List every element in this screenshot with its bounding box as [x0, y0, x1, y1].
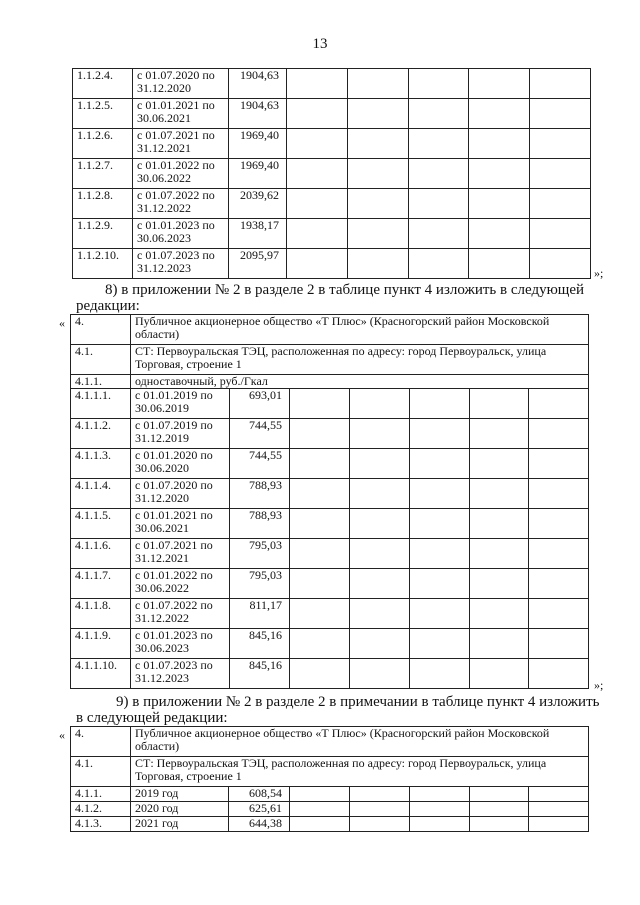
empty-cell: [348, 249, 409, 279]
empty-cell: [529, 419, 589, 449]
table-row: [73, 249, 591, 279]
item-code: 4.1.: [71, 757, 131, 787]
empty-cell: [348, 219, 409, 249]
empty-cell: [350, 817, 410, 832]
empty-cell: [290, 479, 350, 509]
item-code: 4.1.3.: [71, 817, 131, 832]
empty-cell: [287, 159, 348, 189]
period-cell: с 01.01.2023 по 30.06.2023: [133, 219, 229, 249]
empty-cell: [350, 449, 410, 479]
empty-cell: [529, 802, 589, 817]
item-description: СТ: Первоуральская ТЭЦ, расположенная по адресу: город Первоуральск, улица Торговая, строение 1: [131, 345, 589, 375]
empty-cell: [290, 659, 350, 689]
empty-cell: [470, 787, 529, 802]
tariff-value: 788,93: [230, 509, 290, 539]
table-row: [71, 539, 589, 569]
empty-cell: [470, 629, 529, 659]
period-cell: с 01.07.2020 по 31.12.2020: [133, 69, 229, 99]
empty-cell: [290, 802, 350, 817]
empty-cell: [409, 159, 469, 189]
empty-cell: [350, 787, 410, 802]
empty-cell: [290, 817, 350, 832]
item-code: 1.1.2.10.: [73, 249, 133, 279]
empty-cell: [470, 599, 529, 629]
tariff-value: 744,55: [230, 419, 290, 449]
empty-cell: [529, 509, 589, 539]
tariff-value: 811,17: [230, 599, 290, 629]
empty-cell: [469, 159, 530, 189]
empty-cell: [290, 389, 350, 419]
empty-cell: [469, 99, 530, 129]
empty-cell: [290, 629, 350, 659]
empty-cell: [290, 539, 350, 569]
item-code: 4.: [71, 727, 131, 757]
empty-cell: [290, 787, 350, 802]
empty-cell: [350, 479, 410, 509]
table-row: [73, 99, 591, 129]
item-code: 4.: [71, 315, 131, 345]
empty-cell: [530, 99, 591, 129]
tariff-value: 845,16: [230, 659, 290, 689]
empty-cell: [287, 189, 348, 219]
table-row: [73, 69, 591, 99]
period-cell: с 01.07.2021 по 31.12.2021: [131, 539, 230, 569]
empty-cell: [350, 569, 410, 599]
period-cell: с 01.07.2022 по 31.12.2022: [133, 189, 229, 219]
table-row: [73, 219, 591, 249]
item-code: 4.1.1.: [71, 375, 131, 389]
empty-cell: [530, 159, 591, 189]
period-cell: с 01.01.2022 по 30.06.2022: [133, 159, 229, 189]
table-row: [73, 159, 591, 189]
table-row: [71, 509, 589, 539]
tariff-value: 795,03: [230, 539, 290, 569]
item-description: Публичное акционерное общество «Т Плюс» (Красногорский район Московской области): [131, 315, 589, 345]
empty-cell: [409, 249, 469, 279]
empty-cell: [409, 99, 469, 129]
header-row: [71, 727, 589, 757]
empty-cell: [529, 817, 589, 832]
period-cell: 2020 год: [131, 802, 229, 817]
period-cell: с 01.07.2019 по 31.12.2019: [131, 419, 230, 449]
page-number: 13: [312, 36, 328, 52]
tariff-table-2: [70, 314, 589, 689]
item-code: 4.1.1.5.: [71, 509, 131, 539]
tariff-value: 744,55: [230, 449, 290, 479]
empty-cell: [529, 389, 589, 419]
period-cell: с 01.07.2023 по 31.12.2023: [133, 249, 229, 279]
empty-cell: [529, 569, 589, 599]
item-code: 4.1.1.7.: [71, 569, 131, 599]
item-code: 4.1.1.9.: [71, 629, 131, 659]
item-code: 1.1.2.8.: [73, 189, 133, 219]
empty-cell: [410, 659, 470, 689]
item-description: СТ: Первоуральская ТЭЦ, расположенная по адресу: город Первоуральск, улица Торговая, строение 1: [131, 757, 589, 787]
period-cell: 2021 год: [131, 817, 229, 832]
tariff-table-3: [70, 726, 589, 832]
tariff-value: 1969,40: [229, 159, 287, 189]
period-cell: с 01.01.2021 по 30.06.2021: [133, 99, 229, 129]
period-cell: с 01.07.2020 по 31.12.2020: [131, 479, 230, 509]
empty-cell: [348, 159, 409, 189]
item-description: Публичное акционерное общество «Т Плюс» (Красногорский район Московской области): [131, 727, 589, 757]
tariff-value: 644,38: [229, 817, 290, 832]
empty-cell: [470, 817, 529, 832]
period-cell: 2019 год: [131, 787, 229, 802]
tariff-value: 608,54: [229, 787, 290, 802]
empty-cell: [290, 599, 350, 629]
empty-cell: [350, 509, 410, 539]
empty-cell: [350, 629, 410, 659]
empty-cell: [287, 99, 348, 129]
empty-cell: [470, 479, 529, 509]
empty-cell: [350, 599, 410, 629]
period-cell: с 01.01.2022 по 30.06.2022: [131, 569, 230, 599]
item-code: 1.1.2.6.: [73, 129, 133, 159]
table-row: [71, 659, 589, 689]
item-code: 1.1.2.9.: [73, 219, 133, 249]
period-cell: с 01.01.2023 по 30.06.2023: [131, 629, 230, 659]
empty-cell: [470, 449, 529, 479]
tariff-table-1: [72, 68, 591, 279]
empty-cell: [350, 419, 410, 449]
item-code: 4.1.1.6.: [71, 539, 131, 569]
empty-cell: [409, 219, 469, 249]
item-code: 4.1.1.4.: [71, 479, 131, 509]
tariff-value: 693,01: [230, 389, 290, 419]
empty-cell: [469, 189, 530, 219]
empty-cell: [529, 479, 589, 509]
empty-cell: [529, 629, 589, 659]
empty-cell: [530, 189, 591, 219]
header-row: [71, 375, 589, 389]
empty-cell: [287, 249, 348, 279]
empty-cell: [410, 629, 470, 659]
table-row: [71, 449, 589, 479]
period-cell: с 01.01.2020 по 30.06.2020: [131, 449, 230, 479]
header-row: [71, 315, 589, 345]
paragraph-9-line2: в следующей редакции:: [76, 710, 228, 726]
empty-cell: [530, 129, 591, 159]
paragraph-8-line2: редакции:: [76, 298, 140, 314]
empty-cell: [348, 129, 409, 159]
empty-cell: [470, 389, 529, 419]
table-row: [73, 129, 591, 159]
item-code: 1.1.2.5.: [73, 99, 133, 129]
period-cell: с 01.01.2019 по 30.06.2019: [131, 389, 230, 419]
empty-cell: [287, 69, 348, 99]
table-row: [71, 419, 589, 449]
paragraph-8-line1: 8) в приложении № 2 в разделе 2 в таблице пункт 4 изложить в следующей: [105, 282, 585, 298]
empty-cell: [410, 389, 470, 419]
empty-cell: [470, 509, 529, 539]
empty-cell: [410, 419, 470, 449]
item-code: 4.1.1.3.: [71, 449, 131, 479]
empty-cell: [290, 569, 350, 599]
empty-cell: [470, 419, 529, 449]
empty-cell: [529, 449, 589, 479]
empty-cell: [529, 787, 589, 802]
tariff-value: 1904,63: [229, 69, 287, 99]
empty-cell: [470, 802, 529, 817]
tariff-value: 788,93: [230, 479, 290, 509]
empty-cell: [410, 479, 470, 509]
empty-cell: [469, 249, 530, 279]
item-code: 4.1.2.: [71, 802, 131, 817]
empty-cell: [410, 569, 470, 599]
header-row: [71, 757, 589, 787]
empty-cell: [530, 249, 591, 279]
empty-cell: [530, 69, 591, 99]
tariff-value: 1969,40: [229, 129, 287, 159]
open-quote-3: «: [59, 728, 65, 742]
tariff-value: 1904,63: [229, 99, 287, 129]
item-code: 4.1.: [71, 345, 131, 375]
item-code: 1.1.2.7.: [73, 159, 133, 189]
empty-cell: [409, 69, 469, 99]
tariff-value: 845,16: [230, 629, 290, 659]
table-row: [71, 802, 589, 817]
empty-cell: [529, 539, 589, 569]
table-row: [71, 569, 589, 599]
item-code: 4.1.1.2.: [71, 419, 131, 449]
empty-cell: [469, 69, 530, 99]
empty-cell: [287, 219, 348, 249]
empty-cell: [410, 802, 470, 817]
empty-cell: [350, 389, 410, 419]
item-code: 4.1.1.8.: [71, 599, 131, 629]
tariff-value: 2095,97: [229, 249, 287, 279]
empty-cell: [409, 129, 469, 159]
closing-quote-2: »;: [594, 678, 604, 692]
empty-cell: [350, 659, 410, 689]
empty-cell: [287, 129, 348, 159]
empty-cell: [529, 659, 589, 689]
empty-cell: [470, 659, 529, 689]
item-description: одноставочный, руб./Гкал: [131, 375, 589, 389]
tariff-value: 795,03: [230, 569, 290, 599]
empty-cell: [290, 449, 350, 479]
table-row: [73, 189, 591, 219]
open-quote-2: «: [59, 316, 65, 330]
table-row: [71, 599, 589, 629]
table-row: [71, 629, 589, 659]
tariff-value: 1938,17: [229, 219, 287, 249]
item-code: 4.1.1.1.: [71, 389, 131, 419]
item-code: 4.1.1.10.: [71, 659, 131, 689]
empty-cell: [290, 509, 350, 539]
empty-cell: [348, 99, 409, 129]
empty-cell: [350, 539, 410, 569]
empty-cell: [410, 449, 470, 479]
empty-cell: [410, 787, 470, 802]
empty-cell: [529, 599, 589, 629]
table-row: [71, 817, 589, 832]
empty-cell: [410, 599, 470, 629]
empty-cell: [348, 189, 409, 219]
period-cell: с 01.07.2021 по 31.12.2021: [133, 129, 229, 159]
item-code: 1.1.2.4.: [73, 69, 133, 99]
item-code: 4.1.1.: [71, 787, 131, 802]
table-row: [71, 479, 589, 509]
tariff-value: 625,61: [229, 802, 290, 817]
empty-cell: [470, 569, 529, 599]
period-cell: с 01.07.2022 по 31.12.2022: [131, 599, 230, 629]
header-row: [71, 345, 589, 375]
empty-cell: [350, 802, 410, 817]
empty-cell: [409, 189, 469, 219]
empty-cell: [290, 419, 350, 449]
empty-cell: [348, 69, 409, 99]
paragraph-9-line1: 9) в приложении № 2 в разделе 2 в примечании в таблице пункт 4 изложить: [116, 694, 600, 710]
empty-cell: [470, 539, 529, 569]
empty-cell: [469, 129, 530, 159]
empty-cell: [410, 817, 470, 832]
table-row: [71, 389, 589, 419]
period-cell: с 01.01.2021 по 30.06.2021: [131, 509, 230, 539]
tariff-value: 2039,62: [229, 189, 287, 219]
table-row: [71, 787, 589, 802]
period-cell: с 01.07.2023 по 31.12.2023: [131, 659, 230, 689]
empty-cell: [410, 509, 470, 539]
empty-cell: [469, 219, 530, 249]
closing-quote-1: »;: [594, 266, 604, 280]
empty-cell: [530, 219, 591, 249]
empty-cell: [410, 539, 470, 569]
